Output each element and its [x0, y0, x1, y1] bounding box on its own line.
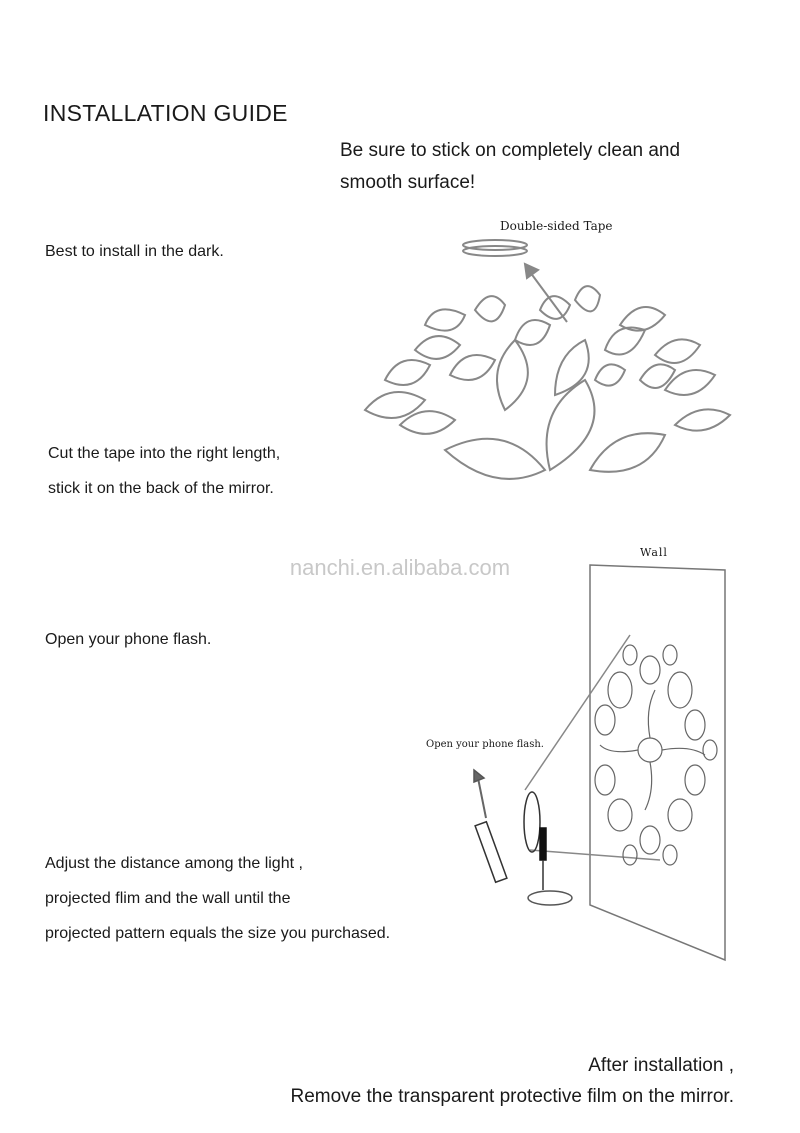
- step-adjust-line-1: Adjust the distance among the light ,: [45, 855, 303, 872]
- step-adjust-distance: [45, 846, 390, 951]
- page-title: INSTALLATION GUIDE: [43, 100, 288, 126]
- phone-icon: [475, 822, 507, 882]
- watermark: nanchi.en.alibaba.com: [289, 555, 511, 580]
- stand-base-icon: [528, 891, 572, 905]
- surface-note-line-1: Be sure to stick on completely clean and: [340, 140, 681, 161]
- step-cut-tape-line-1: Cut the tape into the right length,: [48, 445, 281, 462]
- footer-line-2: Remove the transparent protective film on the mirror.: [290, 1086, 734, 1107]
- step-adjust-line-2: projected flim and the wall until the: [45, 890, 291, 907]
- step-adjust-line-3: projected pattern equals the size you purchased.: [45, 925, 391, 942]
- projected-flower-pattern: [595, 645, 717, 865]
- wall-panel: [590, 565, 725, 960]
- leaf-mirror-illustration: [355, 230, 745, 500]
- step-open-flash: Open your phone flash.: [45, 631, 212, 648]
- wall-label: Wall: [640, 546, 668, 559]
- flash-label: Open your phone flash.: [426, 739, 544, 750]
- mirror-icon: [524, 792, 540, 852]
- surface-note: [340, 135, 760, 199]
- step-install-dark: Best to install in the dark.: [45, 243, 224, 260]
- tape-label: Double-sided Tape: [500, 219, 613, 233]
- flash-arrow-icon: [478, 778, 486, 818]
- step-cut-tape: [48, 436, 280, 506]
- step-cut-tape-line-2: stick it on the back of the mirror.: [48, 480, 274, 497]
- surface-note-line-2: smooth surface!: [340, 172, 476, 193]
- footer-line-1: After installation ,: [588, 1055, 734, 1076]
- projection-illustration: [470, 560, 740, 970]
